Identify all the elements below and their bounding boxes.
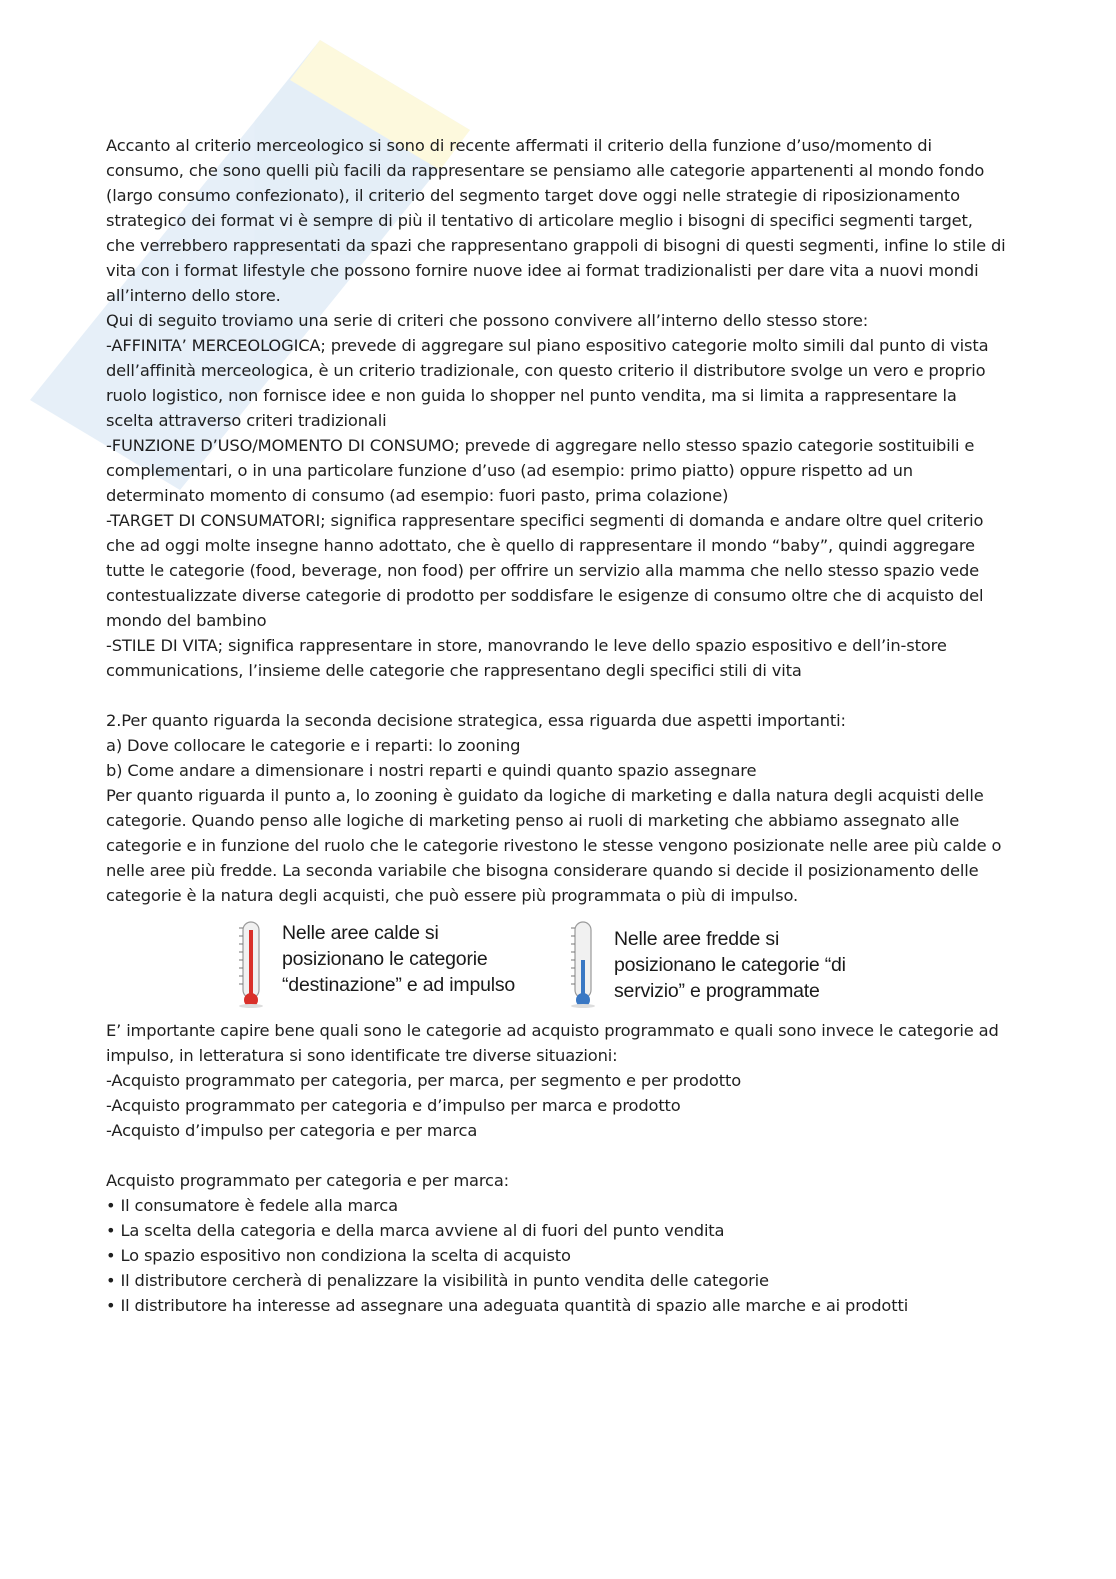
paragraph-importance: E’ importante capire bene quali sono le categorie ad acquisto programmato e quali sono invece le categorie ad impulso, in letteratura si sono identificate tre diverse situazioni: [106, 1021, 999, 1065]
paragraph-situation-2: -Acquisto programmato per categoria e d’impulso per marca e prodotto [106, 1096, 681, 1115]
hot-area-text: Nelle aree calde si posizionano le categorie “destinazione” e ad impulso [282, 922, 516, 996]
paragraph-criteria-intro: Qui di seguito troviamo una serie di criteri che possono convivere all’interno dello stesso store: [106, 311, 869, 330]
thermometer-figure [106, 912, 1006, 1012]
hot-thermometer-icon [230, 920, 272, 1010]
spacer [106, 683, 1006, 708]
cold-area-text: Nelle aree fredde si posizionano le categorie “di servizio” e programmate [614, 928, 846, 1002]
hot-area-card [230, 920, 560, 1008]
paragraph-second-decision: 2.Per quanto riguarda la seconda decisione strategica, essa riguarda due aspetti importanti: [106, 711, 846, 730]
paragraph-point-b: b) Come andare a dimensionare i nostri reparti e quindi quanto spazio assegnare [106, 761, 757, 780]
list-title: Acquisto programmato per categoria e per marca: [106, 1171, 510, 1190]
bullet-item: • Il consumatore è fedele alla marca [106, 1196, 398, 1215]
paragraph-target: -TARGET DI CONSUMATORI; significa rappresentare specifici segmenti di domanda e andare oltre quel criterio che ad oggi molte insegne hanno adottato, che è quello di rappresentare il mondo “baby”, quindi aggregare tutte le categorie (food, beverage, non food) per offrire un servizio alla mamma che nello stesso spazio vede contestualizzate diverse categorie di prodotto per soddisfare le esigenze di consumo oltre che di acquisto del mondo del bambino [106, 511, 984, 630]
paragraph-zooning: Per quanto riguarda il punto a, lo zooning è guidato da logiche di marketing e dalla natura degli acquisti delle categorie. Quando penso alle logiche di marketing penso ai ruoli di marketing che abbiamo assegnato alle categorie e in funzione del ruolo che le categorie rivestono le stesse vengono posizionate nelle aree più calde o nelle aree più fredde. La seconda variabile che bisogna considerare quando si decide il posizionamento delle categorie è la natura degli acquisti, che può essere più programmata o più di impulso. [106, 786, 1002, 905]
cold-area-card [562, 920, 882, 1008]
paragraph-point-a: a) Dove collocare le categorie e i reparti: lo zooning [106, 736, 521, 755]
paragraph-situation-3: -Acquisto d’impulso per categoria e per marca [106, 1121, 478, 1140]
spacer [106, 1143, 1006, 1168]
paragraph-stile-vita: -STILE DI VITA; significa rappresentare in store, manovrando le leve dello spazio espositivo e dell’in-store communications, l’insieme delle categorie che rappresentano degli specifici stili di vita [106, 636, 947, 680]
cold-thermometer-icon [562, 920, 604, 1010]
paragraph-intro: Accanto al criterio merceologico si sono di recente affermati il criterio della funzione d’uso/momento di consumo, che sono quelli più facili da rappresentare se pensiamo alle categorie appartenenti al mondo fondo (largo consumo confezionato), il criterio del segmento target dove oggi nelle strategie di riposizionamento strategico dei format vi è sempre di più il tentativo di articolare meglio i bisogni di specifici segmenti target, che verrebbero rappresentati da spazi che rappresentano grappoli di bisogni di questi segmenti, infine lo stile di vita con i format lifestyle che possono fornire nuove idee ai format tradizionalisti per dare vita a nuovi mondi all’interno dello store. [106, 136, 1006, 305]
bullet-item: • Lo spazio espositivo non condiziona la scelta di acquisto [106, 1246, 571, 1265]
bullet-item: • Il distributore ha interesse ad assegnare una adeguata quantità di spazio alle marche e ai prodotti [106, 1296, 909, 1315]
paragraph-affinita: -AFFINITA’ MERCEOLOGICA; prevede di aggregare sul piano espositivo categorie molto simili dal punto di vista dell’affinità merceologica, è un criterio tradizionale, con questo criterio il distributore svolge un vero e proprio ruolo logistico, non fornisce idee e non guida lo shopper nel punto vendita, ma si limita a rappresentare la scelta attraverso criteri tradizionali [106, 336, 989, 430]
paragraph-funzione-uso: -FUNZIONE D’USO/MOMENTO DI CONSUMO; prevede di aggregare nello stesso spazio categorie sostituibili e complementari, o in una particolare funzione d’uso (ad esempio: primo piatto) oppure rispetto ad un determinato momento di consumo (ad esempio: fuori pasto, prima colazione) [106, 436, 975, 505]
document-body [106, 133, 1006, 1318]
paragraph-situation-1: -Acquisto programmato per categoria, per marca, per segmento e per prodotto [106, 1071, 742, 1090]
bullet-item: • Il distributore cercherà di penalizzare la visibilità in punto vendita delle categorie [106, 1271, 769, 1290]
bullet-item: • La scelta della categoria e della marca avviene al di fuori del punto vendita [106, 1221, 725, 1240]
